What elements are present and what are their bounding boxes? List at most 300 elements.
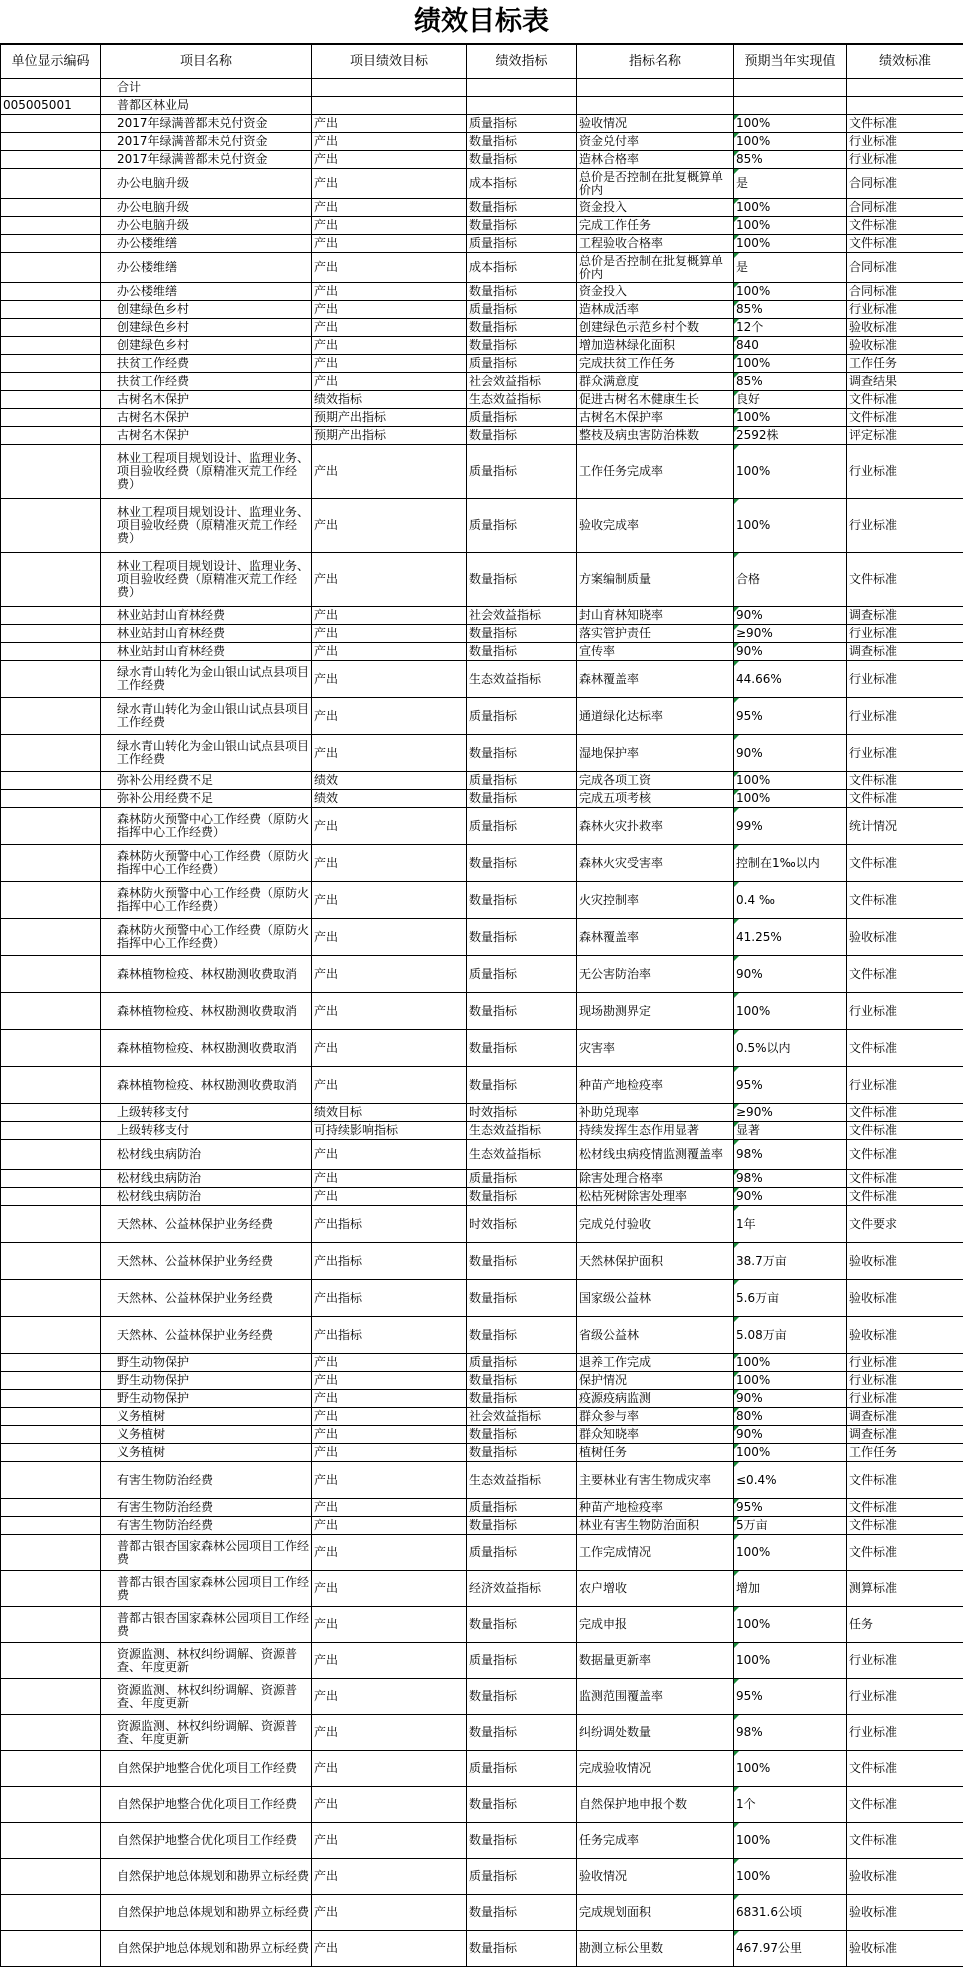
standard-cell[interactable] [847,1895,963,1931]
expected-value-cell[interactable] [734,301,847,319]
standard-cell[interactable] [847,1859,963,1895]
expected-value-cell[interactable] [734,735,847,772]
unit-code-cell[interactable] [1,1895,101,1931]
unit-code-cell[interactable] [1,1243,101,1280]
expected-value-cell[interactable] [734,319,847,337]
expected-value-cell[interactable] [734,882,847,919]
project-target-cell[interactable] [312,1571,467,1607]
project-target-cell[interactable] [312,1931,467,1967]
standard-cell[interactable] [847,79,963,97]
expected-value-cell[interactable] [734,956,847,993]
unit-code-cell[interactable] [1,1751,101,1787]
indicator-cell[interactable] [467,1607,577,1643]
standard-cell[interactable] [847,1354,963,1372]
expected-value-cell[interactable] [734,625,847,643]
unit-code-cell[interactable] [1,1030,101,1067]
expected-value-cell[interactable] [734,79,847,97]
standard-cell[interactable] [847,253,963,283]
project-target-cell[interactable] [312,1679,467,1715]
indicator-name-cell[interactable] [577,1030,734,1067]
indicator-cell[interactable] [467,199,577,217]
standard-cell[interactable] [847,845,963,882]
standard-cell[interactable] [847,1643,963,1679]
project-name-cell[interactable] [101,1206,312,1243]
project-name-cell[interactable] [101,355,312,373]
indicator-name-cell[interactable] [577,199,734,217]
project-name-cell[interactable] [101,217,312,235]
indicator-name-cell[interactable] [577,301,734,319]
project-name-cell[interactable] [101,133,312,151]
indicator-name-cell[interactable] [577,993,734,1030]
indicator-name-cell[interactable] [577,133,734,151]
unit-code-cell[interactable] [1,1372,101,1390]
indicator-name-cell[interactable] [577,1517,734,1535]
project-name-cell[interactable] [101,1122,312,1140]
expected-value-cell[interactable] [734,373,847,391]
indicator-cell[interactable] [467,661,577,698]
indicator-cell[interactable] [467,409,577,427]
project-target-cell[interactable] [312,1104,467,1122]
unit-code-cell[interactable] [1,808,101,845]
unit-code-cell[interactable] [1,790,101,808]
project-name-cell[interactable] [101,337,312,355]
project-target-cell[interactable] [312,553,467,607]
unit-code-cell[interactable] [1,1517,101,1535]
indicator-name-cell[interactable] [577,956,734,993]
indicator-name-cell[interactable] [577,1372,734,1390]
indicator-cell[interactable] [467,217,577,235]
standard-cell[interactable] [847,1030,963,1067]
standard-cell[interactable] [847,1206,963,1243]
project-name-cell[interactable] [101,1188,312,1206]
project-target-cell[interactable] [312,169,467,199]
project-name-cell[interactable] [101,1280,312,1317]
expected-value-cell[interactable] [734,151,847,169]
project-name-cell[interactable] [101,1931,312,1967]
standard-cell[interactable] [847,235,963,253]
indicator-name-cell[interactable] [577,882,734,919]
indicator-cell[interactable] [467,235,577,253]
standard-cell[interactable] [847,643,963,661]
indicator-cell[interactable] [467,133,577,151]
project-name-cell[interactable] [101,1354,312,1372]
expected-value-cell[interactable] [734,993,847,1030]
project-name-cell[interactable] [101,1571,312,1607]
standard-cell[interactable] [847,607,963,625]
project-target-cell[interactable] [312,253,467,283]
project-target-cell[interactable] [312,1444,467,1462]
indicator-name-cell[interactable] [577,1206,734,1243]
project-name-cell[interactable] [101,1030,312,1067]
project-name-cell[interactable] [101,1444,312,1462]
standard-cell[interactable] [847,499,963,553]
expected-value-cell[interactable] [734,808,847,845]
indicator-name-cell[interactable] [577,427,734,445]
project-target-cell[interactable] [312,97,467,115]
expected-value-cell[interactable] [734,1823,847,1859]
standard-cell[interactable] [847,553,963,607]
project-target-cell[interactable] [312,199,467,217]
unit-code-cell[interactable] [1,409,101,427]
project-name-cell[interactable] [101,445,312,499]
standard-cell[interactable] [847,97,963,115]
unit-code-cell[interactable] [1,1140,101,1170]
indicator-cell[interactable] [467,97,577,115]
indicator-cell[interactable] [467,1280,577,1317]
indicator-cell[interactable] [467,1140,577,1170]
unit-code-cell[interactable] [1,661,101,698]
indicator-name-cell[interactable] [577,553,734,607]
standard-cell[interactable] [847,698,963,735]
standard-cell[interactable] [847,956,963,993]
unit-code-cell[interactable] [1,1317,101,1354]
project-target-cell[interactable] [312,993,467,1030]
indicator-name-cell[interactable] [577,1931,734,1967]
indicator-name-cell[interactable] [577,445,734,499]
standard-cell[interactable] [847,808,963,845]
project-name-cell[interactable] [101,956,312,993]
standard-cell[interactable] [847,337,963,355]
expected-value-cell[interactable] [734,1354,847,1372]
project-target-cell[interactable] [312,217,467,235]
project-target-cell[interactable] [312,661,467,698]
unit-code-cell[interactable] [1,283,101,301]
indicator-name-cell[interactable] [577,1140,734,1170]
expected-value-cell[interactable] [734,1499,847,1517]
unit-code-cell[interactable] [1,1188,101,1206]
project-target-cell[interactable] [312,235,467,253]
project-name-cell[interactable] [101,1895,312,1931]
project-target-cell[interactable] [312,1895,467,1931]
standard-cell[interactable] [847,199,963,217]
project-name-cell[interactable] [101,1372,312,1390]
indicator-name-cell[interactable] [577,1823,734,1859]
project-target-cell[interactable] [312,283,467,301]
unit-code-cell[interactable] [1,1931,101,1967]
indicator-cell[interactable] [467,1859,577,1895]
project-name-cell[interactable] [101,1067,312,1104]
project-name-cell[interactable] [101,1643,312,1679]
unit-code-cell[interactable] [1,1104,101,1122]
unit-code-cell[interactable] [1,355,101,373]
project-name-cell[interactable] [101,79,312,97]
standard-cell[interactable] [847,301,963,319]
indicator-cell[interactable] [467,253,577,283]
unit-code-cell[interactable] [1,1607,101,1643]
expected-value-cell[interactable] [734,1715,847,1751]
indicator-name-cell[interactable] [577,319,734,337]
standard-cell[interactable] [847,1390,963,1408]
standard-cell[interactable] [847,319,963,337]
indicator-cell[interactable] [467,698,577,735]
standard-cell[interactable] [847,217,963,235]
indicator-name-cell[interactable] [577,790,734,808]
project-target-cell[interactable] [312,1426,467,1444]
unit-code-cell[interactable] [1,772,101,790]
project-target-cell[interactable] [312,607,467,625]
indicator-name-cell[interactable] [577,607,734,625]
unit-code-cell[interactable] [1,1823,101,1859]
project-name-cell[interactable] [101,1751,312,1787]
project-name-cell[interactable] [101,625,312,643]
project-target-cell[interactable] [312,698,467,735]
standard-cell[interactable] [847,790,963,808]
standard-cell[interactable] [847,373,963,391]
indicator-cell[interactable] [467,1122,577,1140]
unit-code-cell[interactable] [1,79,101,97]
indicator-cell[interactable] [467,1787,577,1823]
standard-cell[interactable] [847,661,963,698]
indicator-name-cell[interactable] [577,1170,734,1188]
unit-code-cell[interactable] [1,1859,101,1895]
indicator-name-cell[interactable] [577,355,734,373]
indicator-cell[interactable] [467,301,577,319]
indicator-name-cell[interactable] [577,1280,734,1317]
indicator-name-cell[interactable] [577,115,734,133]
unit-code-cell[interactable] [1,97,101,115]
unit-code-cell[interactable] [1,427,101,445]
indicator-name-cell[interactable] [577,409,734,427]
indicator-cell[interactable] [467,956,577,993]
project-target-cell[interactable] [312,956,467,993]
project-target-cell[interactable] [312,790,467,808]
project-name-cell[interactable] [101,1535,312,1571]
project-target-cell[interactable] [312,1462,467,1499]
project-name-cell[interactable] [101,735,312,772]
unit-code-cell[interactable] [1,1354,101,1372]
indicator-cell[interactable] [467,790,577,808]
expected-value-cell[interactable] [734,445,847,499]
project-target-cell[interactable] [312,808,467,845]
unit-code-cell[interactable] [1,1462,101,1499]
project-name-cell[interactable] [101,1390,312,1408]
unit-code-cell[interactable] [1,1170,101,1188]
indicator-name-cell[interactable] [577,1787,734,1823]
expected-value-cell[interactable] [734,1408,847,1426]
expected-value-cell[interactable] [734,499,847,553]
standard-cell[interactable] [847,772,963,790]
project-name-cell[interactable] [101,661,312,698]
indicator-cell[interactable] [467,919,577,956]
project-target-cell[interactable] [312,845,467,882]
unit-code-cell[interactable] [1,553,101,607]
expected-value-cell[interactable] [734,1787,847,1823]
project-target-cell[interactable] [312,499,467,553]
project-name-cell[interactable] [101,391,312,409]
indicator-name-cell[interactable] [577,391,734,409]
standard-cell[interactable] [847,169,963,199]
indicator-cell[interactable] [467,1823,577,1859]
project-target-cell[interactable] [312,1372,467,1390]
indicator-name-cell[interactable] [577,283,734,301]
expected-value-cell[interactable] [734,1206,847,1243]
project-name-cell[interactable] [101,1715,312,1751]
unit-code-cell[interactable] [1,735,101,772]
indicator-name-cell[interactable] [577,1607,734,1643]
indicator-cell[interactable] [467,772,577,790]
indicator-name-cell[interactable] [577,1535,734,1571]
indicator-cell[interactable] [467,391,577,409]
standard-cell[interactable] [847,1104,963,1122]
unit-code-cell[interactable] [1,235,101,253]
project-target-cell[interactable] [312,79,467,97]
expected-value-cell[interactable] [734,919,847,956]
project-target-cell[interactable] [312,1715,467,1751]
expected-value-cell[interactable] [734,169,847,199]
project-target-cell[interactable] [312,643,467,661]
expected-value-cell[interactable] [734,97,847,115]
indicator-cell[interactable] [467,1679,577,1715]
expected-value-cell[interactable] [734,1188,847,1206]
project-name-cell[interactable] [101,1462,312,1499]
expected-value-cell[interactable] [734,235,847,253]
indicator-name-cell[interactable] [577,151,734,169]
project-name-cell[interactable] [101,169,312,199]
expected-value-cell[interactable] [734,1517,847,1535]
project-target-cell[interactable] [312,301,467,319]
expected-value-cell[interactable] [734,199,847,217]
expected-value-cell[interactable] [734,1067,847,1104]
indicator-cell[interactable] [467,625,577,643]
project-target-cell[interactable] [312,1354,467,1372]
unit-code-cell[interactable] [1,1444,101,1462]
indicator-name-cell[interactable] [577,217,734,235]
project-target-cell[interactable] [312,1067,467,1104]
expected-value-cell[interactable] [734,1931,847,1967]
indicator-cell[interactable] [467,319,577,337]
indicator-name-cell[interactable] [577,661,734,698]
project-name-cell[interactable] [101,1140,312,1170]
indicator-name-cell[interactable] [577,1317,734,1354]
expected-value-cell[interactable] [734,217,847,235]
standard-cell[interactable] [847,882,963,919]
expected-value-cell[interactable] [734,553,847,607]
project-target-cell[interactable] [312,1206,467,1243]
expected-value-cell[interactable] [734,1317,847,1354]
standard-cell[interactable] [847,1317,963,1354]
indicator-name-cell[interactable] [577,1859,734,1895]
standard-cell[interactable] [847,1280,963,1317]
standard-cell[interactable] [847,1426,963,1444]
project-target-cell[interactable] [312,1823,467,1859]
unit-code-cell[interactable] [1,1571,101,1607]
project-name-cell[interactable] [101,253,312,283]
project-name-cell[interactable] [101,698,312,735]
indicator-cell[interactable] [467,1643,577,1679]
project-target-cell[interactable] [312,1751,467,1787]
indicator-name-cell[interactable] [577,1122,734,1140]
expected-value-cell[interactable] [734,409,847,427]
unit-code-cell[interactable] [1,337,101,355]
standard-cell[interactable] [847,133,963,151]
standard-cell[interactable] [847,1715,963,1751]
standard-cell[interactable] [847,115,963,133]
indicator-cell[interactable] [467,1426,577,1444]
indicator-name-cell[interactable] [577,79,734,97]
project-target-cell[interactable] [312,882,467,919]
project-target-cell[interactable] [312,355,467,373]
expected-value-cell[interactable] [734,845,847,882]
project-target-cell[interactable] [312,373,467,391]
project-target-cell[interactable] [312,445,467,499]
standard-cell[interactable] [847,993,963,1030]
indicator-name-cell[interactable] [577,735,734,772]
project-target-cell[interactable] [312,1280,467,1317]
indicator-cell[interactable] [467,553,577,607]
project-target-cell[interactable] [312,1517,467,1535]
indicator-name-cell[interactable] [577,1571,734,1607]
project-target-cell[interactable] [312,427,467,445]
unit-code-cell[interactable] [1,882,101,919]
indicator-name-cell[interactable] [577,1408,734,1426]
standard-cell[interactable] [847,409,963,427]
expected-value-cell[interactable] [734,391,847,409]
indicator-cell[interactable] [467,1517,577,1535]
indicator-name-cell[interactable] [577,1104,734,1122]
project-name-cell[interactable] [101,499,312,553]
indicator-cell[interactable] [467,808,577,845]
indicator-cell[interactable] [467,1317,577,1354]
project-target-cell[interactable] [312,337,467,355]
expected-value-cell[interactable] [734,1243,847,1280]
indicator-cell[interactable] [467,1499,577,1517]
standard-cell[interactable] [847,735,963,772]
project-name-cell[interactable] [101,235,312,253]
standard-cell[interactable] [847,1067,963,1104]
unit-code-cell[interactable] [1,1408,101,1426]
expected-value-cell[interactable] [734,427,847,445]
project-target-cell[interactable] [312,1188,467,1206]
project-target-cell[interactable] [312,1535,467,1571]
expected-value-cell[interactable] [734,607,847,625]
indicator-name-cell[interactable] [577,643,734,661]
indicator-cell[interactable] [467,1390,577,1408]
expected-value-cell[interactable] [734,698,847,735]
indicator-cell[interactable] [467,1206,577,1243]
expected-value-cell[interactable] [734,1426,847,1444]
standard-cell[interactable] [847,283,963,301]
expected-value-cell[interactable] [734,355,847,373]
expected-value-cell[interactable] [734,1607,847,1643]
unit-code-cell[interactable] [1,133,101,151]
unit-code-cell[interactable] [1,1643,101,1679]
project-target-cell[interactable] [312,133,467,151]
indicator-cell[interactable] [467,1104,577,1122]
unit-code-cell[interactable] [1,373,101,391]
expected-value-cell[interactable] [734,283,847,301]
project-name-cell[interactable] [101,1787,312,1823]
project-name-cell[interactable] [101,882,312,919]
unit-code-cell[interactable] [1,698,101,735]
unit-code-cell[interactable] [1,1067,101,1104]
project-target-cell[interactable] [312,625,467,643]
project-target-cell[interactable] [312,735,467,772]
unit-code-cell[interactable] [1,1535,101,1571]
expected-value-cell[interactable] [734,1030,847,1067]
project-target-cell[interactable] [312,1787,467,1823]
project-name-cell[interactable] [101,1859,312,1895]
project-name-cell[interactable] [101,790,312,808]
unit-code-cell[interactable] [1,1280,101,1317]
project-name-cell[interactable] [101,1499,312,1517]
unit-code-cell[interactable] [1,445,101,499]
expected-value-cell[interactable] [734,661,847,698]
project-name-cell[interactable] [101,1243,312,1280]
indicator-name-cell[interactable] [577,1354,734,1372]
expected-value-cell[interactable] [734,1122,847,1140]
indicator-name-cell[interactable] [577,1067,734,1104]
project-target-cell[interactable] [312,1859,467,1895]
